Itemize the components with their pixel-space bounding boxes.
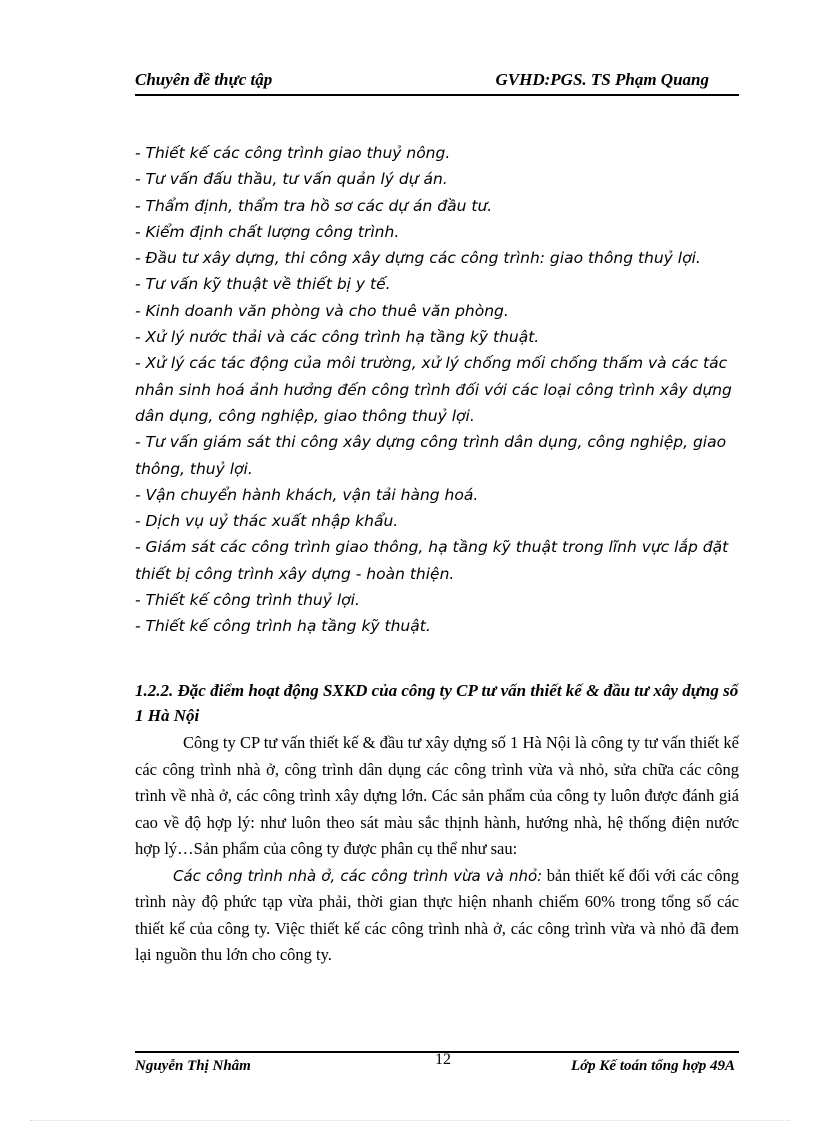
body-text — [135, 730, 739, 969]
list-item: - Tư vấn giám sát thi công xây dựng công trình dân dụng, công nghiệp, giao thông, thuỷ lợi. — [135, 433, 727, 478]
page-number: 12 — [435, 1051, 451, 1068]
service-list — [135, 140, 739, 640]
list-item: - Xử lý các tác động của môi trường, xử lý chống mối chống thấm và các tác nhân sinh hoá ảnh hưởng đến công trình đối với các loại công trình xây dựng dân dụng, công nghiệp, giao thông thuỷ lợi. — [135, 354, 732, 425]
page-edge-divider — [30, 1120, 790, 1121]
list-item: - Đầu tư xây dựng, thi công xây dựng các công trình: giao thông thuỷ lợi. — [135, 249, 701, 268]
list-item: - Vận chuyển hành khách, vận tải hàng hoá. — [135, 485, 479, 504]
list-item: - Thẩm định, thẩm tra hồ sơ các dự án đầu tư. — [135, 196, 493, 215]
page-header — [135, 70, 739, 96]
list-item: - Kiểm định chất lượng công trình. — [135, 222, 400, 241]
paragraph: Công ty CP tư vấn thiết kế & đầu tư xây dựng số 1 Hà Nội là công ty tư vấn thiết kế các công trình nhà ở, công trình dân dụng các công trình vừa và nhỏ, sửa chữa các công trình về nhà ở, các công trình xây dựng lớn. Các sản phẩm của công ty luôn được đánh giá cao về độ hợp lý: như luôn theo sát màu sắc thịnh hành, hướng nhà, hệ thống điện nước hợp lý…Sản phẩm của công ty được phân cụ thể như sau: — [135, 733, 739, 858]
list-item: - Dịch vụ uỷ thác xuất nhập khẩu. — [135, 512, 399, 531]
section-heading: 1.2.2. Đặc điểm hoạt động SXKD của công ty CP tư vấn thiết kế & đầu tư xây dựng số 1 Hà Nội — [135, 681, 739, 725]
list-item: - Kinh doanh văn phòng và cho thuê văn phòng. — [135, 301, 509, 320]
footer-author: Nguyễn Thị Nhâm — [135, 1058, 251, 1074]
header-title: Chuyên đề thực tập — [135, 70, 273, 89]
paragraph-lead: Các công trình nhà ở, các công trình vừa và nhỏ: — [173, 866, 543, 885]
list-item: - Thiết kế các công trình giao thuỷ nông. — [135, 144, 451, 162]
list-item: - Thiết kế công trình thuỷ lợi. — [135, 591, 360, 610]
list-item: - Tư vấn đấu thầu, tư vấn quản lý dự án. — [135, 170, 448, 189]
footer-class: Lớp Kế toán tổng hợp 49A — [570, 1058, 735, 1074]
page-footer — [135, 1051, 739, 1079]
paragraph-text: bản thiết kế đối với các công trình này độ phức tạp vừa phải, thời gian thực hiện nhanh chiếm 60% trong tổng số các thiết kế của công ty. Việc thiết kế các công trình nhà ở, các công trình vừa và nhỏ đã đem lại nguồn thu lớn cho công ty. — [135, 865, 739, 964]
header-supervisor: GVHD:PGS. TS Phạm Quang — [495, 70, 709, 89]
list-item: - Tư vấn kỹ thuật về thiết bị y tế. — [135, 275, 391, 294]
paragraph — [135, 863, 739, 969]
list-item: - Thiết kế công trình hạ tầng kỹ thuật. — [135, 617, 431, 636]
list-item: - Xử lý nước thải và các công trình hạ tầng kỹ thuật. — [135, 328, 540, 347]
list-item: - Giám sát các công trình giao thông, hạ tầng kỹ thuật trong lĩnh vực lắp đặt thiết bị công trình xây dựng - hoàn thiện. — [135, 538, 729, 583]
